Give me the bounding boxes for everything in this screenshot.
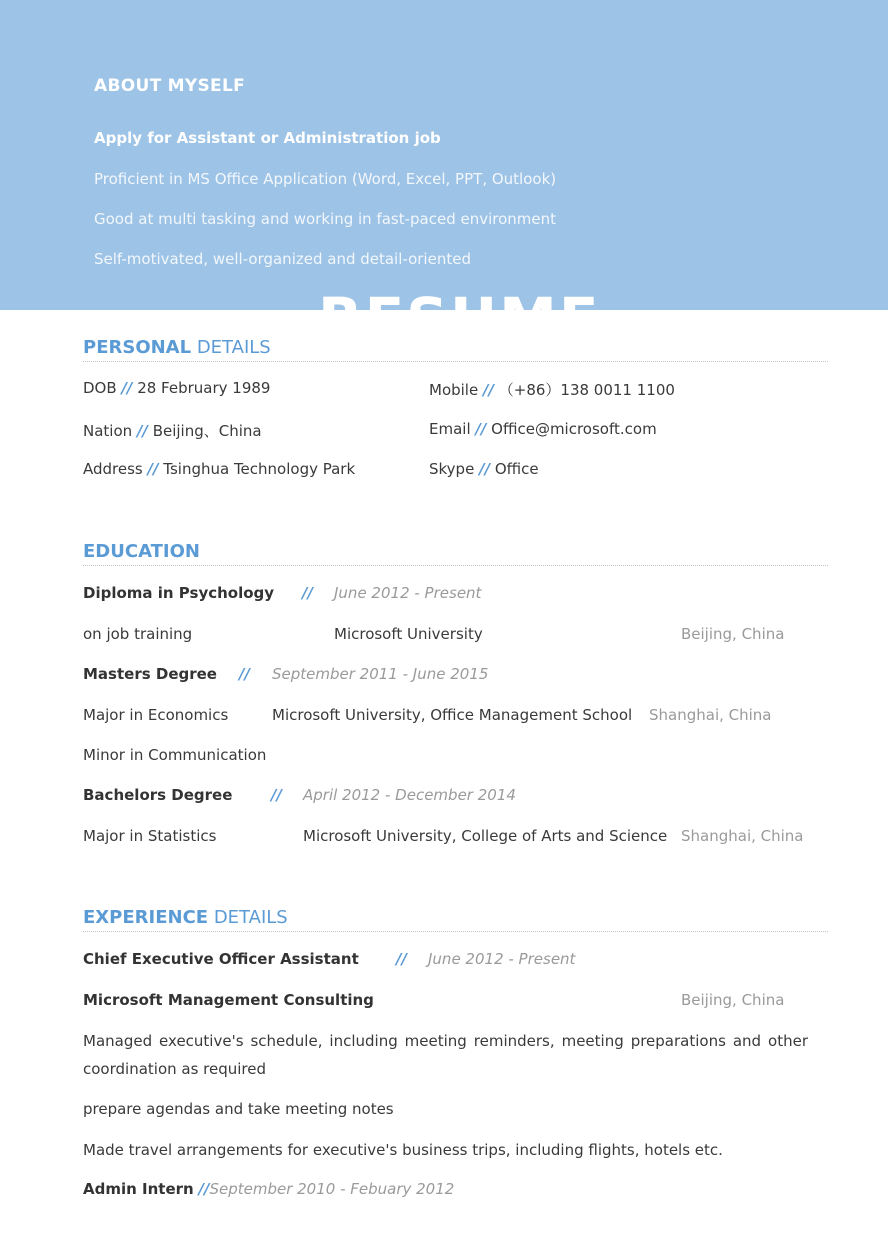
field-value: （+86）138 0011 1100 xyxy=(498,381,675,399)
job-title: Chief Executive Officer Assistant xyxy=(83,950,359,968)
separator: // xyxy=(198,1180,210,1198)
education-school: Microsoft University xyxy=(334,625,483,643)
separator: // xyxy=(147,460,159,478)
personal-skype xyxy=(429,460,539,478)
personal-dob xyxy=(83,379,270,397)
education-school: Microsoft University, College of Arts and Science xyxy=(303,827,668,845)
education-major: Major in Statistics xyxy=(83,827,217,845)
heading-strong: EDUCATION xyxy=(83,541,200,562)
job-duty: Made travel arrangements for executive's business trips, including flights, hotels etc. xyxy=(83,1141,723,1159)
separator: // xyxy=(121,379,133,397)
education-location: Shanghai, China xyxy=(681,827,804,845)
field-value: Office@microsoft.com xyxy=(491,420,657,438)
personal-mobile xyxy=(429,379,675,400)
about-line-skill: Proficient in MS Office Application (Word, Excel, PPT, Outlook) xyxy=(94,170,557,188)
heading-light: DETAILS xyxy=(191,337,271,358)
separator: // xyxy=(479,460,491,478)
personal-nation xyxy=(83,420,262,441)
education-heading xyxy=(83,541,828,566)
field-label: Address xyxy=(83,460,143,478)
separator: // xyxy=(239,665,250,683)
about-title: ABOUT MYSELF xyxy=(94,76,246,96)
separator: // xyxy=(483,381,494,399)
separator: // xyxy=(302,584,313,602)
field-label: Email xyxy=(429,420,471,438)
education-major: on job training xyxy=(83,625,193,643)
job-date: June 2012 - Present xyxy=(428,950,576,968)
field-label: DOB xyxy=(83,379,117,397)
job-title-line xyxy=(83,1180,454,1198)
about-line-skill: Self-motivated, well-organized and detail-oriented xyxy=(94,250,471,268)
education-degree: Bachelors Degree xyxy=(83,786,233,804)
job-duty: Managed executive's schedule, including meeting reminders, meeting preparations and other coordination as required xyxy=(83,1032,808,1078)
education-date: June 2012 - Present xyxy=(334,584,482,602)
job-location: Beijing, China xyxy=(681,991,785,1009)
about-line-objective: Apply for Assistant or Administration job xyxy=(94,129,441,147)
about-line-skill: Good at multi tasking and working in fast-paced environment xyxy=(94,210,557,228)
heading-strong: EXPERIENCE xyxy=(83,907,209,928)
personal-email xyxy=(429,420,657,438)
field-value: 28 February 1989 xyxy=(137,379,271,397)
field-label: Skype xyxy=(429,460,475,478)
job-title: Admin Intern xyxy=(83,1180,194,1198)
heading-light: DETAILS xyxy=(208,907,288,928)
personal-address xyxy=(83,460,355,478)
personal-details-heading xyxy=(83,337,828,362)
field-label: Mobile xyxy=(429,381,479,399)
separator: // xyxy=(475,420,487,438)
job-company: Microsoft Management Consulting xyxy=(83,991,374,1009)
education-minor: Minor in Communication xyxy=(83,746,267,764)
education-location: Beijing, China xyxy=(681,625,785,643)
field-value: Office xyxy=(494,460,539,478)
education-degree: Masters Degree xyxy=(83,665,217,683)
resume-watermark: RESUME xyxy=(318,285,601,353)
education-school: Microsoft University, Office Management School xyxy=(272,706,633,724)
education-major: Major in Economics xyxy=(83,706,229,724)
separator: // xyxy=(271,786,282,804)
separator: // xyxy=(136,422,148,440)
field-value: Beijing、China xyxy=(152,422,262,440)
heading-strong: PERSONAL xyxy=(83,337,192,358)
job-duty: prepare agendas and take meeting notes xyxy=(83,1100,394,1118)
education-location: Shanghai, China xyxy=(649,706,772,724)
education-date: September 2011 - June 2015 xyxy=(272,665,489,683)
education-date: April 2012 - December 2014 xyxy=(303,786,516,804)
job-date: September 2010 - Febuary 2012 xyxy=(209,1180,455,1198)
experience-details-heading xyxy=(83,907,828,932)
field-value: Tsinghua Technology Park xyxy=(163,460,356,478)
field-label: Nation xyxy=(83,422,133,440)
separator: // xyxy=(396,950,407,968)
education-degree: Diploma in Psychology xyxy=(83,584,275,602)
